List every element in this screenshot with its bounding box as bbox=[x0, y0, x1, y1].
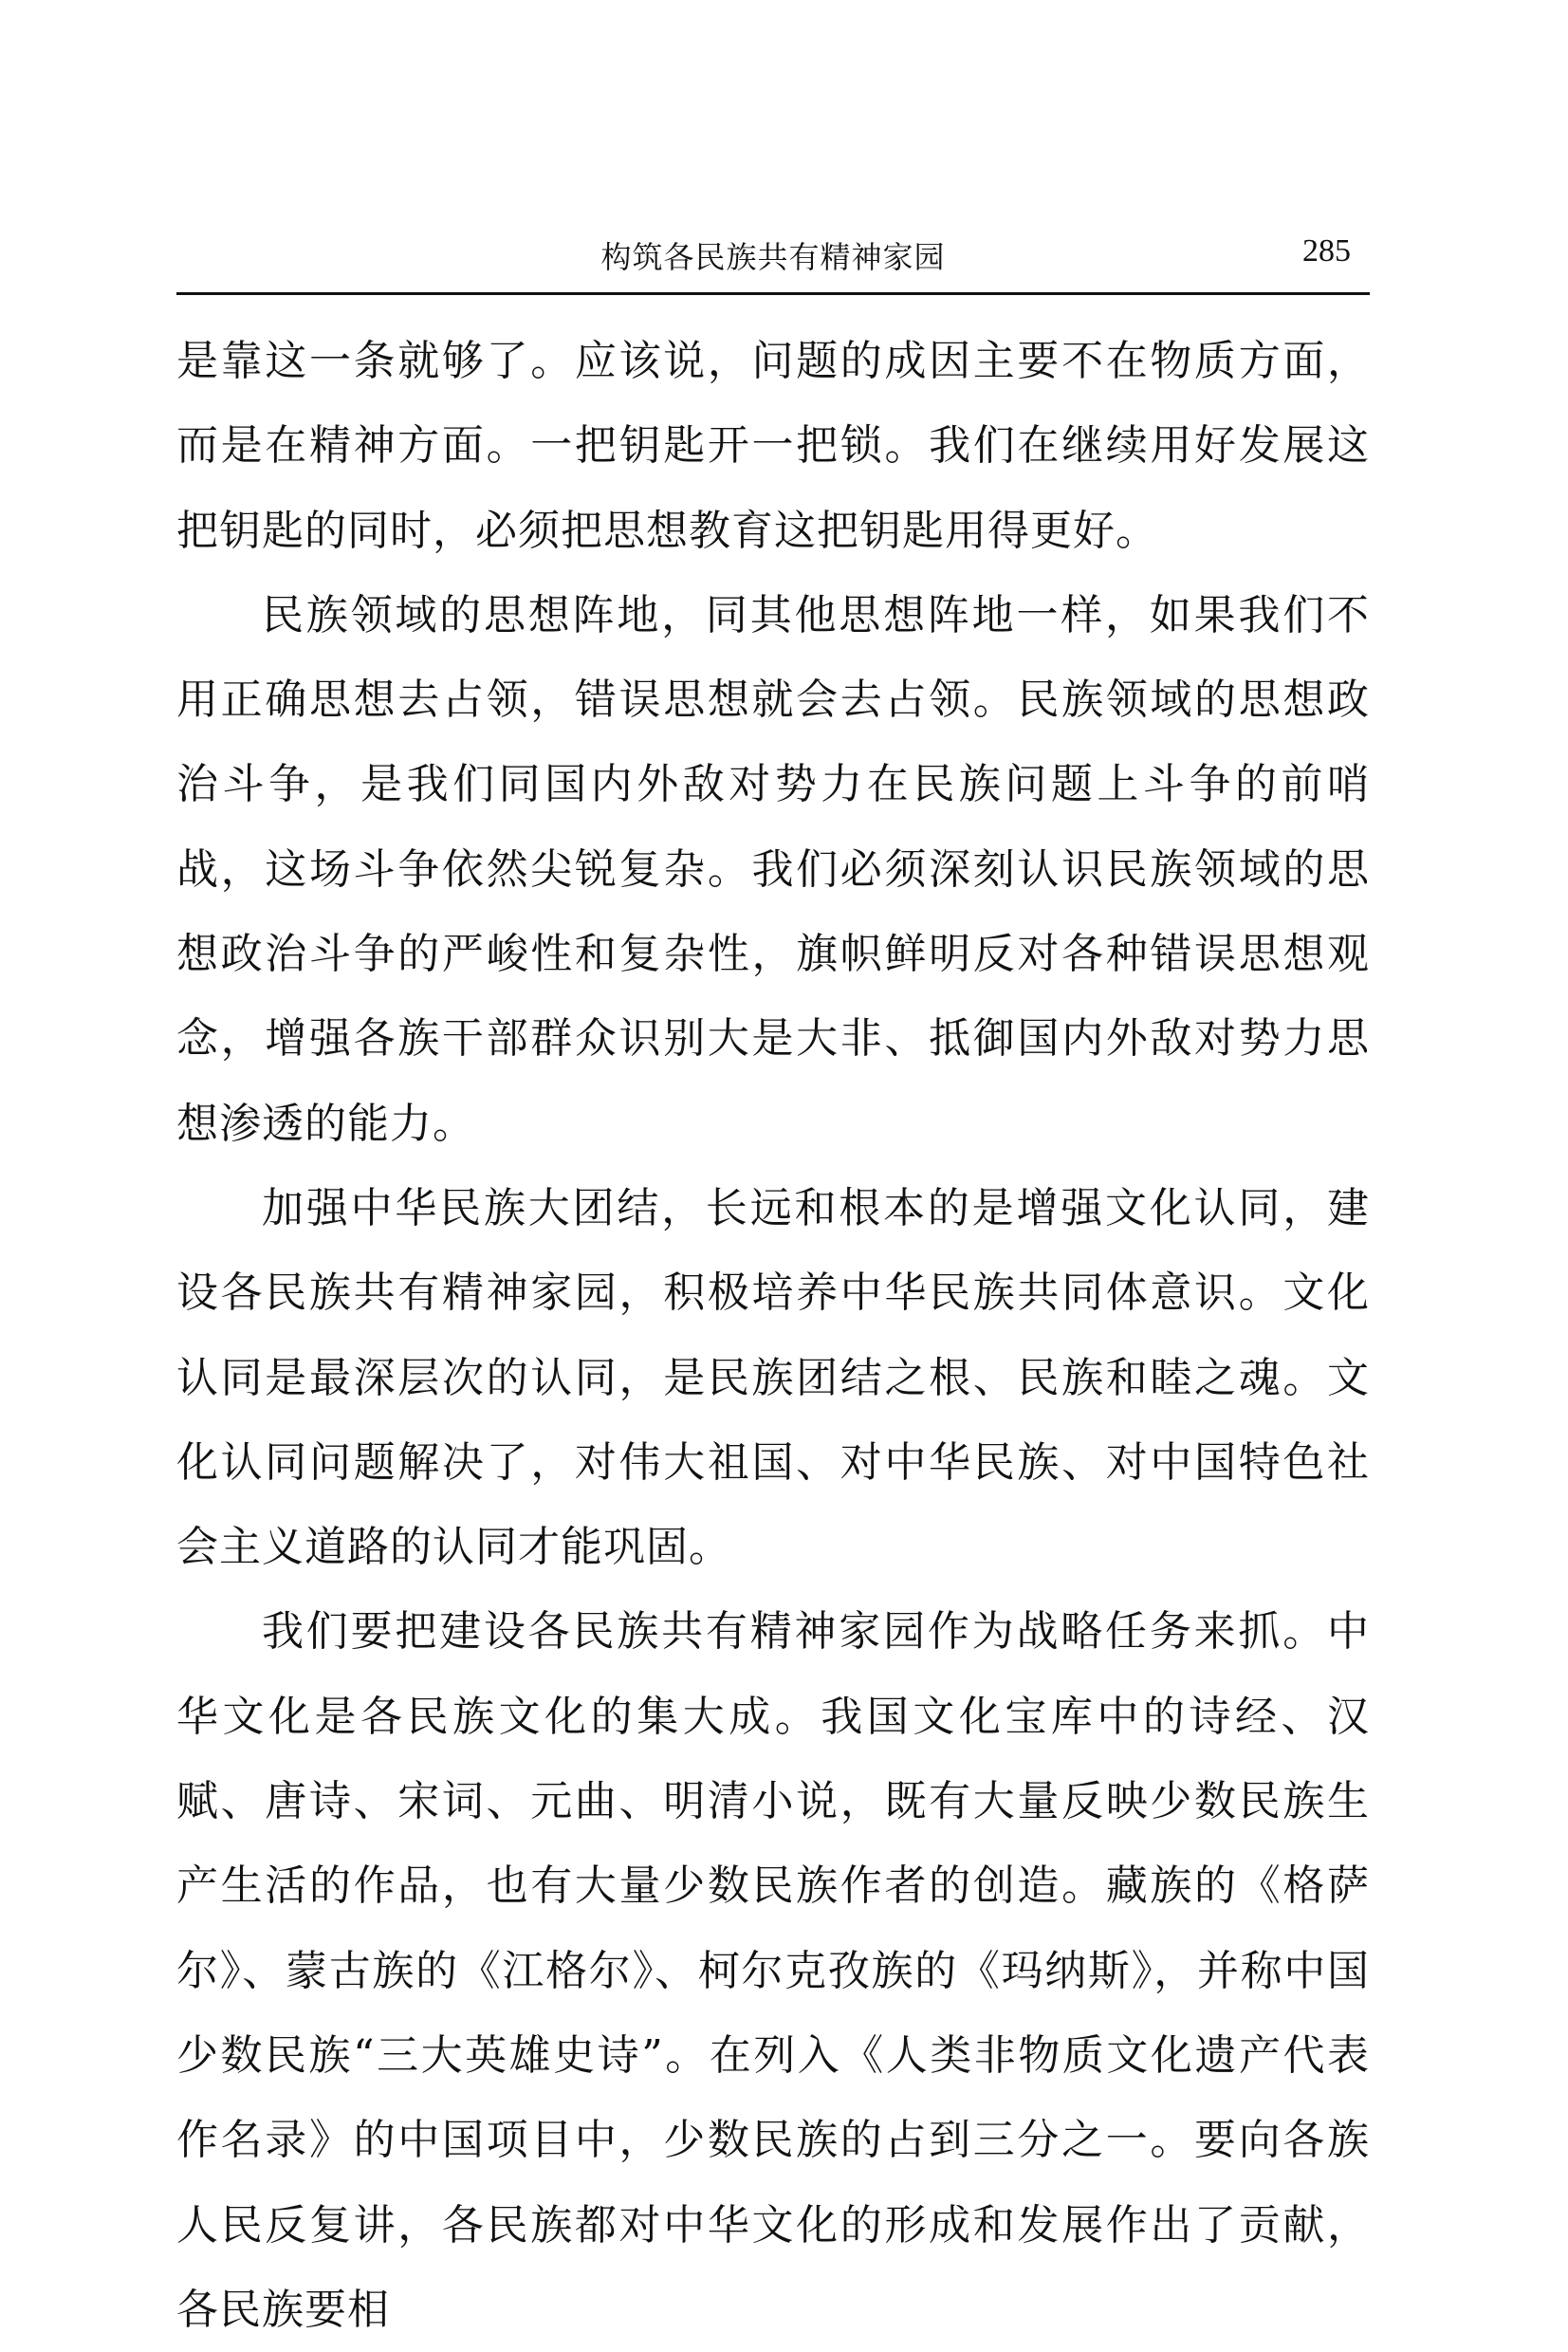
header-divider bbox=[176, 292, 1370, 295]
paragraph-continued: 是靠这一条就够了。应该说，问题的成因主要不在物质方面，而是在精神方面。一把钥匙开一把锁。我们在继续用好发展这把钥匙的同时，必须把思想教育这把钥匙用得更好。 bbox=[176, 337, 1370, 555]
running-header bbox=[176, 228, 1370, 285]
paragraph: 我们要把建设各民族共有精神家园作为战略任务来抓。中华文化是各民族文化的集大成。我国文化宝库中的诗经、汉赋、唐诗、宋词、元曲、明清小说，既有大量反映少数民族生产生活的作品，也有大量少数民族作者的创造。藏族的《格萨尔》、蒙古族的《江格尔》、柯尔克孜族的《玛纳斯》，并称中国少数民族“三大英雄史诗”。在列入《人类非物质文化遗产代表作名录》的中国项目中，少数民族的占到三分之一。要向各族人民反复讲，各民族都对中华文化的形成和发展作出了贡献，各民族要相 bbox=[176, 1607, 1370, 2334]
chapter-title: 构筑各民族共有精神家园 bbox=[600, 239, 946, 275]
paragraph: 民族领域的思想阵地，同其他思想阵地一样，如果我们不用正确思想去占领，错误思想就会去占领。民族领域的思想政治斗争，是我们同国内外敌对势力在民族问题上斗争的前哨战，这场斗争依然尖锐复杂。我们必须深刻认识民族领域的思想政治斗争的严峻性和复杂性，旗帜鲜明反对各种错误思想观念，增强各族干部群众识别大是大非、抵御国内外敌对势力思想渗透的能力。 bbox=[176, 590, 1370, 1148]
body-text bbox=[176, 319, 1370, 2352]
paragraph: 加强中华民族大团结，长远和根本的是增强文化认同，建设各民族共有精神家园，积极培养中华民族共同体意识。文化认同是最深层次的认同，是民族团结之根、民族和睦之魂。文化认同问题解决了，对伟大祖国、对中华民族、对中国特色社会主义道路的认同才能巩固。 bbox=[176, 1183, 1370, 1572]
page-number: 285 bbox=[1302, 233, 1351, 269]
